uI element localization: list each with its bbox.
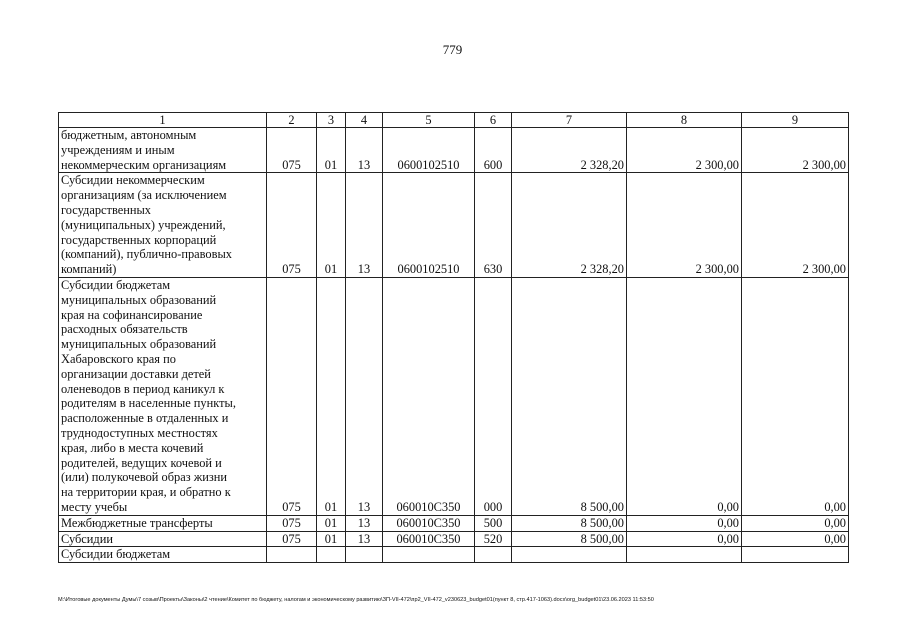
section-code: 01 xyxy=(317,515,346,531)
page-number: 779 xyxy=(442,42,463,57)
expense-type-code: 600 xyxy=(475,128,512,173)
document-file-path: М:\Итоговые документы Думы\7 созыв\Проекты\Законы\2 чтение\Комитет по бюджету, налогам и экономическому развитию\ЗП-VII-472\пр2_VII-472_v230623_budget01(пункт 8, стр.417-1063).docx\org_budget01\23.06.2023 11:53:50 xyxy=(58,597,654,603)
column-header-7: 7 xyxy=(512,113,627,128)
table-row xyxy=(59,531,849,547)
amount-col9: 0,00 xyxy=(742,515,849,531)
column-header-9: 9 xyxy=(742,113,849,128)
ministry-code: 075 xyxy=(267,277,317,515)
amount-col7: 8 500,00 xyxy=(512,515,627,531)
amount-col9: 0,00 xyxy=(742,531,849,547)
row-name: Субсидии бюджетам муниципальных образований края на софинансирование расходных обязательств муниципальных образований Хабаровского края по организации доставки детей оленеводов в период каникул к родителям в населенные пункты, расположенные в отдаленных и труднодоступных местностях края, либо в места кочевий родителей, ведущих кочевой и (или) полукочевой образ жизни на территории края, и обратно к месту учебы xyxy=(59,277,267,515)
amount-col7: 2 328,20 xyxy=(512,128,627,173)
ministry-code: 075 xyxy=(267,128,317,173)
target-article-code xyxy=(383,547,475,563)
amount-col8 xyxy=(627,547,742,563)
subsection-code: 13 xyxy=(346,515,383,531)
amount-col8: 0,00 xyxy=(627,277,742,515)
row-name: Субсидии бюджетам xyxy=(59,547,267,563)
ministry-code: 075 xyxy=(267,531,317,547)
column-header-1: 1 xyxy=(59,113,267,128)
expense-type-code xyxy=(475,547,512,563)
amount-col9: 2 300,00 xyxy=(742,128,849,173)
section-code: 01 xyxy=(317,531,346,547)
table-row xyxy=(59,128,849,173)
amount-col9: 2 300,00 xyxy=(742,173,849,278)
header-row xyxy=(59,113,849,128)
target-article-code: 060010С350 xyxy=(383,515,475,531)
expense-type-code: 000 xyxy=(475,277,512,515)
amount-col7: 2 328,20 xyxy=(512,173,627,278)
amount-col9 xyxy=(742,547,849,563)
section-code: 01 xyxy=(317,173,346,278)
section-code xyxy=(317,547,346,563)
column-header-2: 2 xyxy=(267,113,317,128)
column-header-3: 3 xyxy=(317,113,346,128)
column-header-5: 5 xyxy=(383,113,475,128)
row-name: Субсидии некоммерческим организациям (за исключением государственных (муниципальных) учреждений, государственных корпораций (компаний), публично-правовых компаний) xyxy=(59,173,267,278)
expense-type-code: 630 xyxy=(475,173,512,278)
subsection-code: 13 xyxy=(346,531,383,547)
expense-type-code: 520 xyxy=(475,531,512,547)
expense-type-code: 500 xyxy=(475,515,512,531)
section-code: 01 xyxy=(317,128,346,173)
table-row xyxy=(59,547,849,563)
subsection-code: 13 xyxy=(346,173,383,278)
amount-col8: 2 300,00 xyxy=(627,173,742,278)
table-row xyxy=(59,277,849,515)
amount-col7 xyxy=(512,547,627,563)
target-article-code: 0600102510 xyxy=(383,173,475,278)
table-row xyxy=(59,515,849,531)
table-row xyxy=(59,173,849,278)
subsection-code xyxy=(346,547,383,563)
column-header-6: 6 xyxy=(475,113,512,128)
ministry-code: 075 xyxy=(267,173,317,278)
section-code: 01 xyxy=(317,277,346,515)
amount-col9: 0,00 xyxy=(742,277,849,515)
amount-col7: 8 500,00 xyxy=(512,277,627,515)
row-name: Субсидии xyxy=(59,531,267,547)
ministry-code: 075 xyxy=(267,515,317,531)
target-article-code: 0600102510 xyxy=(383,128,475,173)
subsection-code: 13 xyxy=(346,128,383,173)
row-name: бюджетным, автономным учреждениям и иным некоммерческим организациям xyxy=(59,128,267,173)
target-article-code: 060010С350 xyxy=(383,277,475,515)
amount-col8: 0,00 xyxy=(627,531,742,547)
column-header-8: 8 xyxy=(627,113,742,128)
subsection-code: 13 xyxy=(346,277,383,515)
column-header-4: 4 xyxy=(346,113,383,128)
budget-table xyxy=(58,112,849,563)
amount-col7: 8 500,00 xyxy=(512,531,627,547)
row-name: Межбюджетные трансферты xyxy=(59,515,267,531)
ministry-code xyxy=(267,547,317,563)
amount-col8: 0,00 xyxy=(627,515,742,531)
target-article-code: 060010С350 xyxy=(383,531,475,547)
amount-col8: 2 300,00 xyxy=(627,128,742,173)
